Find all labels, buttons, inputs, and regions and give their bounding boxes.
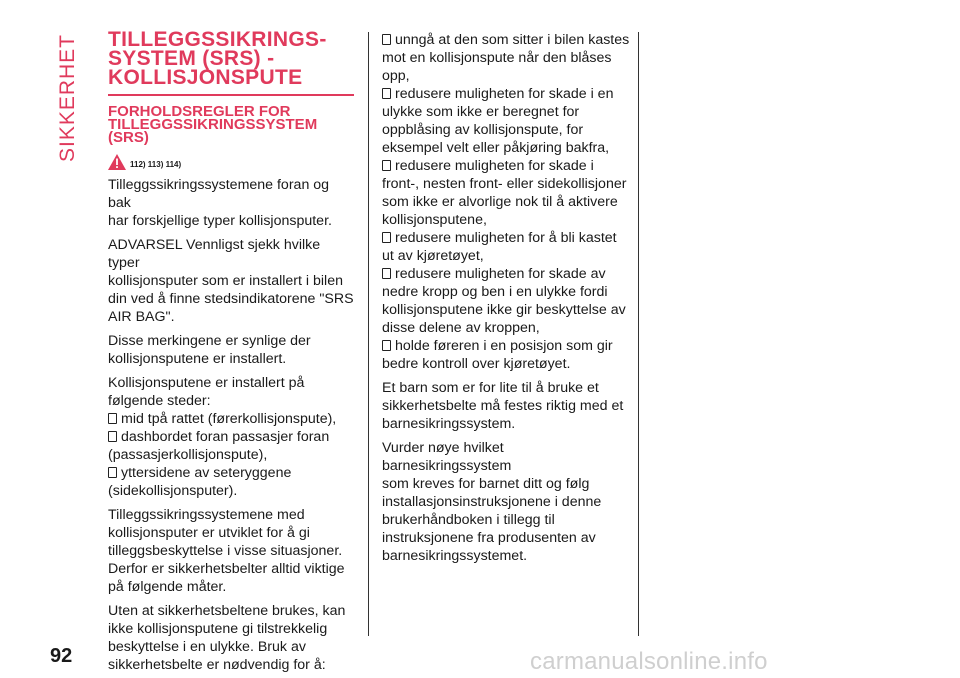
text-line: kollisjonsputene,: [382, 212, 487, 228]
main-heading-line: TILLEGGSSIKRINGS-: [108, 28, 327, 51]
text-line: barnesikringssystem.: [382, 416, 516, 432]
paragraph: [108, 176, 354, 230]
warning-triangle-icon: [108, 154, 126, 170]
text-line: installasjonsinstruksjonene i denne: [382, 494, 602, 510]
text-line: har forskjellige typer kollisjonsputer.: [108, 213, 332, 229]
bullet-item: [382, 31, 632, 49]
checkbox-bullet-icon: [382, 340, 391, 351]
watermark: carmanualsonline.info: [530, 648, 768, 675]
text-line: redusere muligheten for skade av: [395, 266, 606, 282]
section-tab: [56, 34, 80, 162]
checkbox-bullet-icon: [382, 88, 391, 99]
warning-reference: [108, 152, 354, 170]
text-line: nedre kropp og ben i en ulykke fordi: [382, 284, 608, 300]
bullet-list: [382, 31, 632, 373]
bullet-item: [382, 85, 632, 103]
text-line: ulykke som ikke er beregnet for: [382, 104, 580, 120]
text-line: kollisjonsputer som er installert i bilen: [108, 273, 343, 289]
text-line: disse delene av kroppen,: [382, 320, 540, 336]
section-tab-label: SIKKERHET: [56, 33, 79, 163]
text-line: din ved å finne stedsindikatorene "SRS: [108, 291, 354, 307]
sub-heading-line: FORHOLDSREGLER FOR: [108, 103, 291, 120]
text-line: mot en kollisjonspute når den blåses: [382, 50, 612, 66]
paragraph: [382, 439, 632, 565]
text-line: oppblåsing av kollisjonspute, for: [382, 122, 584, 138]
text-line: eksempel velt eller påkjøring bakfra,: [382, 140, 610, 156]
column-divider-left: [368, 32, 369, 636]
text-line: brukerhåndboken i tillegg til: [382, 512, 555, 528]
page-number: 92: [50, 645, 73, 667]
text-line: kollisjonsputene ikke gir beskyttelse av: [382, 302, 626, 318]
checkbox-bullet-icon: [108, 467, 117, 478]
main-heading: [108, 30, 354, 87]
text-line: på følgende måter.: [108, 579, 227, 595]
sub-heading: [108, 105, 354, 144]
right-column: [382, 31, 632, 565]
text-line: Vurder nøye hvilket barnesikringssystem: [382, 440, 512, 474]
bullet-item: [382, 229, 632, 247]
text-line: følgende steder:: [108, 393, 211, 409]
paragraph: [382, 379, 632, 433]
bullet-item: [108, 464, 354, 482]
text-line: Tilleggssikringssystemene foran og bak: [108, 177, 330, 211]
warning-refs: 112) 113) 114): [130, 160, 182, 169]
text-line: Disse merkingene er synlige der: [108, 333, 311, 349]
text-line: ADVARSEL Vennligst sjekk hvilke typer: [108, 237, 321, 271]
text-line: (passasjerkollisjonspute),: [108, 447, 268, 463]
checkbox-bullet-icon: [382, 160, 391, 171]
text-line: ikke kollisjonsputene gi tilstrekkelig: [108, 621, 328, 637]
text-line: mid tpå rattet (førerkollisjonspute),: [121, 411, 337, 427]
checkbox-bullet-icon: [382, 268, 391, 279]
text-line: dashbordet foran passasjer foran: [121, 429, 330, 445]
text-line: front-, nesten front- eller sidekollisjoner: [382, 176, 627, 192]
left-column: [108, 30, 354, 674]
text-line: sikkerhetsbelte må festes riktig med et: [382, 398, 624, 414]
checkbox-bullet-icon: [382, 232, 391, 243]
sub-heading-line: (SRS): [108, 129, 149, 146]
text-line: kollisjonsputer er utviklet for å gi: [108, 525, 310, 541]
text-line: Et barn som er for lite til å bruke et: [382, 380, 599, 396]
bullet-item: [382, 265, 632, 283]
column-divider-right: [638, 32, 639, 636]
text-line: redusere muligheten for skade i en: [395, 86, 614, 102]
text-line: Derfor er sikkerhetsbelter alltid viktige: [108, 561, 345, 577]
paragraph: [108, 506, 354, 596]
text-line: ut av kjøretøyet,: [382, 248, 484, 264]
text-line: AIR BAG".: [108, 309, 175, 325]
bullet-item: [108, 428, 354, 446]
checkbox-bullet-icon: [108, 431, 117, 442]
checkbox-bullet-icon: [108, 413, 117, 424]
heading-underline: [108, 94, 354, 96]
main-heading-line: SYSTEM (SRS) -: [108, 47, 275, 70]
paragraph: [108, 332, 354, 368]
text-line: holde føreren i en posisjon som gir: [395, 338, 613, 354]
text-line: beskyttelse i en ulykke. Bruk av: [108, 639, 306, 655]
text-line: Kollisjonsputene er installert på: [108, 375, 305, 391]
paragraph: [108, 236, 354, 326]
paragraph: [108, 374, 354, 500]
text-line: kollisjonsputene er installert.: [108, 351, 287, 367]
bullet-item: [382, 157, 632, 175]
text-line: barnesikringssystemet.: [382, 548, 528, 564]
main-heading-line: KOLLISJONSPUTE: [108, 66, 303, 89]
text-line: som ikke er alvorlige nok til å aktivere: [382, 194, 618, 210]
bullet-item: [108, 410, 354, 428]
bullet-item: [382, 337, 632, 355]
text-line: sikkerhetsbelte er nødvendig for å:: [108, 657, 326, 673]
text-line: (sidekollisjonsputer).: [108, 483, 238, 499]
text-line: opp,: [382, 68, 410, 84]
text-line: som kreves for barnet ditt og følg: [382, 476, 590, 492]
text-line: tilleggsbeskyttelse i visse situasjoner.: [108, 543, 343, 559]
text-line: redusere muligheten for skade i: [395, 158, 594, 174]
paragraph: [108, 602, 354, 674]
sub-heading-line: TILLEGGSSIKRINGSSYSTEM: [108, 116, 318, 133]
text-line: bedre kontroll over kjøretøyet.: [382, 356, 571, 372]
text-line: unngå at den som sitter i bilen kastes: [395, 32, 630, 48]
checkbox-bullet-icon: [382, 34, 391, 45]
text-line: instruksjonene fra produsenten av: [382, 530, 596, 546]
text-line: Tilleggssikringssystemene med: [108, 507, 305, 523]
text-line: redusere muligheten for å bli kastet: [395, 230, 617, 246]
text-line: yttersidene av seteryggene: [121, 465, 292, 481]
text-line: Uten at sikkerhetsbeltene brukes, kan: [108, 603, 346, 619]
